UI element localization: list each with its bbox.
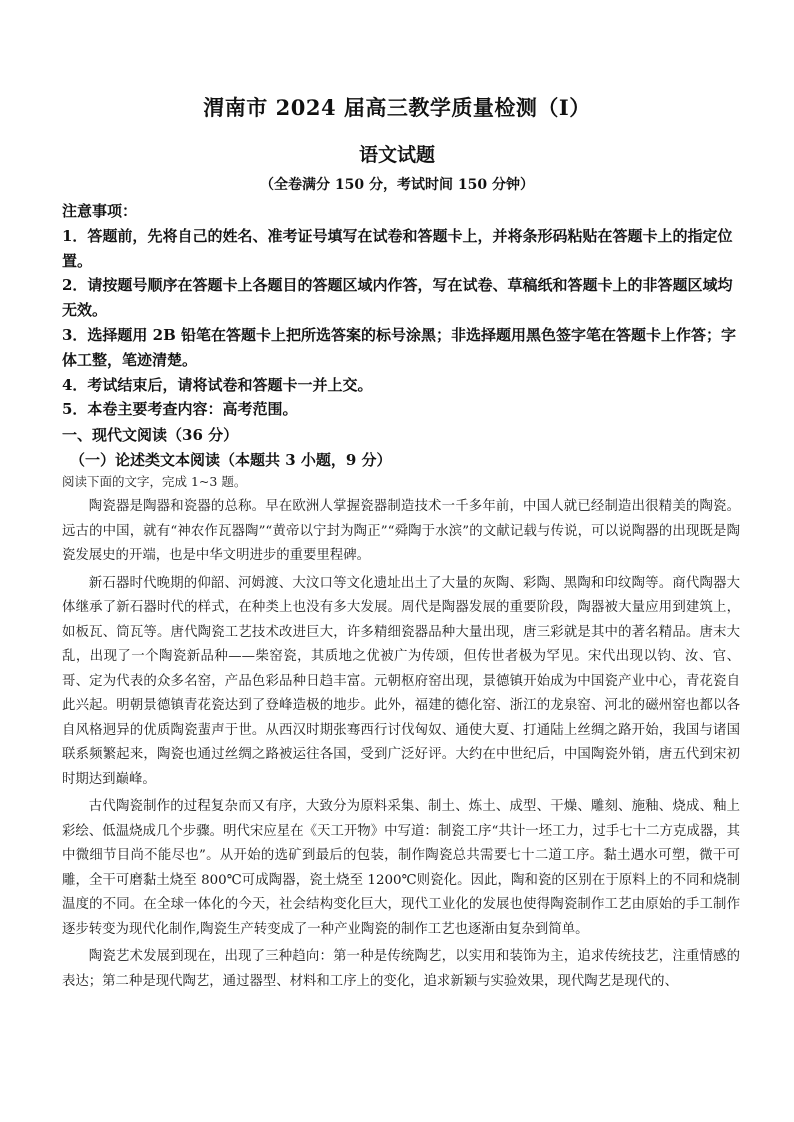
score-time-note: （全卷满分 150 分，考试时间 150 分钟） [260,177,534,193]
article-paragraph: 陶瓷艺术发展到现在，出现了三种趋向：第一种是传统陶艺，以实用和装饰为主，追求传统技艺，注重情感的表达；第二种是现代陶艺，通过器型、材料和工序上的变化，追求新颖与实验效果，现代陶艺是现代的、 [62,949,740,989]
notice-item: 1．答题前，先将自己的姓名、准考证号填写在试卷和答题卡上，并将条形码粘贴在答题卡上的指定位置。 [62,226,733,270]
notice-item: 3．选择题用 2B 铅笔在答题卡上把所选答案的标号涂黑；非选择题用黑色签字笔在答题卡上作答；字体工整，笔迹清楚。 [62,325,737,369]
section-heading: 一、现代文阅读（36 分） [62,426,239,444]
reading-article [62,495,740,997]
article-paragraph: 古代陶瓷制作的过程复杂而又有序，大致分为原料采集、制土、炼土、成型、干燥、雕刻、施釉、烧成、釉上彩绘、低温烧成几个步骤。明代宋应星在《天工开物》中写道：制瓷工序“共计一坯工力，过手七十二方克成器，其中微细节目尚不能尽也”。从开始的选矿到最后的包装，制作陶瓷总共需要七十二道工序。黏土遇水可塑，微干可雕，全干可磨黏土烧至 800℃可成陶器，瓷土烧至 1200℃则瓷化。因此，陶和瓷的区别在于原料上的不同和烧制温度的不同。在全球一体化的今天，社会结构变化巨大，现代工业化的发展也使得陶瓷制作工艺由原始的手工制作逐步转变为现代化制作,陶瓷生产转变成了一种产业陶瓷的制作工艺也逐渐由复杂到简单。 [62,799,740,937]
exam-title: 渭南市 2024 届高三教学质量检测（Ⅰ） [203,95,591,120]
notice-item: 4．考试结束后，请将试卷和答题卡一并上交。 [62,375,373,394]
notice-item: 5．本卷主要考查内容：高考范围。 [62,400,298,419]
notice-item: 2．请按题号顺序在答题卡上各题目的答题区域内作答，写在试卷、草稿纸和答题卡上的非答题区域均无效。 [62,276,733,320]
subsection-heading: （一）论述类文本阅读（本题共 3 小题，9 分） [70,451,392,469]
article-paragraph: 新石器时代晚期的仰韶、河姆渡、大汶口等文化遗址出土了大量的灰陶、彩陶、黑陶和印纹陶等。商代陶器大体继承了新石器时代的样式，在种类上也没有多大发展。周代是陶器发展的重要阶段，陶器被大量应用到建筑上，如板瓦、筒瓦等。唐代陶瓷工艺技术改进巨大，许多精细瓷器品种大量出现，唐三彩就是其中的著名精品。唐末大乱，出现了一个陶瓷新品种——柴窑瓷，其质地之优被广为传颂，但传世者极为罕见。宋代出现以钧、汝、官、哥、定为代表的众多名窑，产品色彩品种日趋丰富。元朝枢府窑出现，景德镇开始成为中国瓷产业中心，青花瓷自此兴起。明朝景德镇青花瓷达到了登峰造极的地步。此外，福建的德化窑、浙江的龙泉窑、河北的磁州窑也都以各自风格迥异的优质陶瓷蜚声于世。从西汉时期张骞西行讨伐匈奴、通使大夏、打通陆上丝绸之路开始，我国与诸国联系频繁起来，陶瓷也通过丝绸之路被运往各国，受到广泛好评。大约在中世纪后，中国陶瓷外销，唐五代到宋初时期达到巅峰。 [62,575,740,787]
subject-title: 语文试题 [358,144,435,166]
article-paragraph: 陶瓷器是陶器和瓷器的总称。早在欧洲人掌握瓷器制造技术一千多年前，中国人就已经制造出很精美的陶瓷。远古的中国，就有“神农作瓦器陶”“黄帝以宁封为陶正”“舜陶于水滨”的文献记载与传说，可以说陶器的出现既是陶瓷发展史的开端，也是中华文明进步的重要里程碑。 [62,499,740,563]
reading-instruction: 阅读下面的文字，完成 1~3 题。 [62,474,247,489]
notice-block [62,199,742,422]
notice-heading: 注意事项： [62,202,138,220]
